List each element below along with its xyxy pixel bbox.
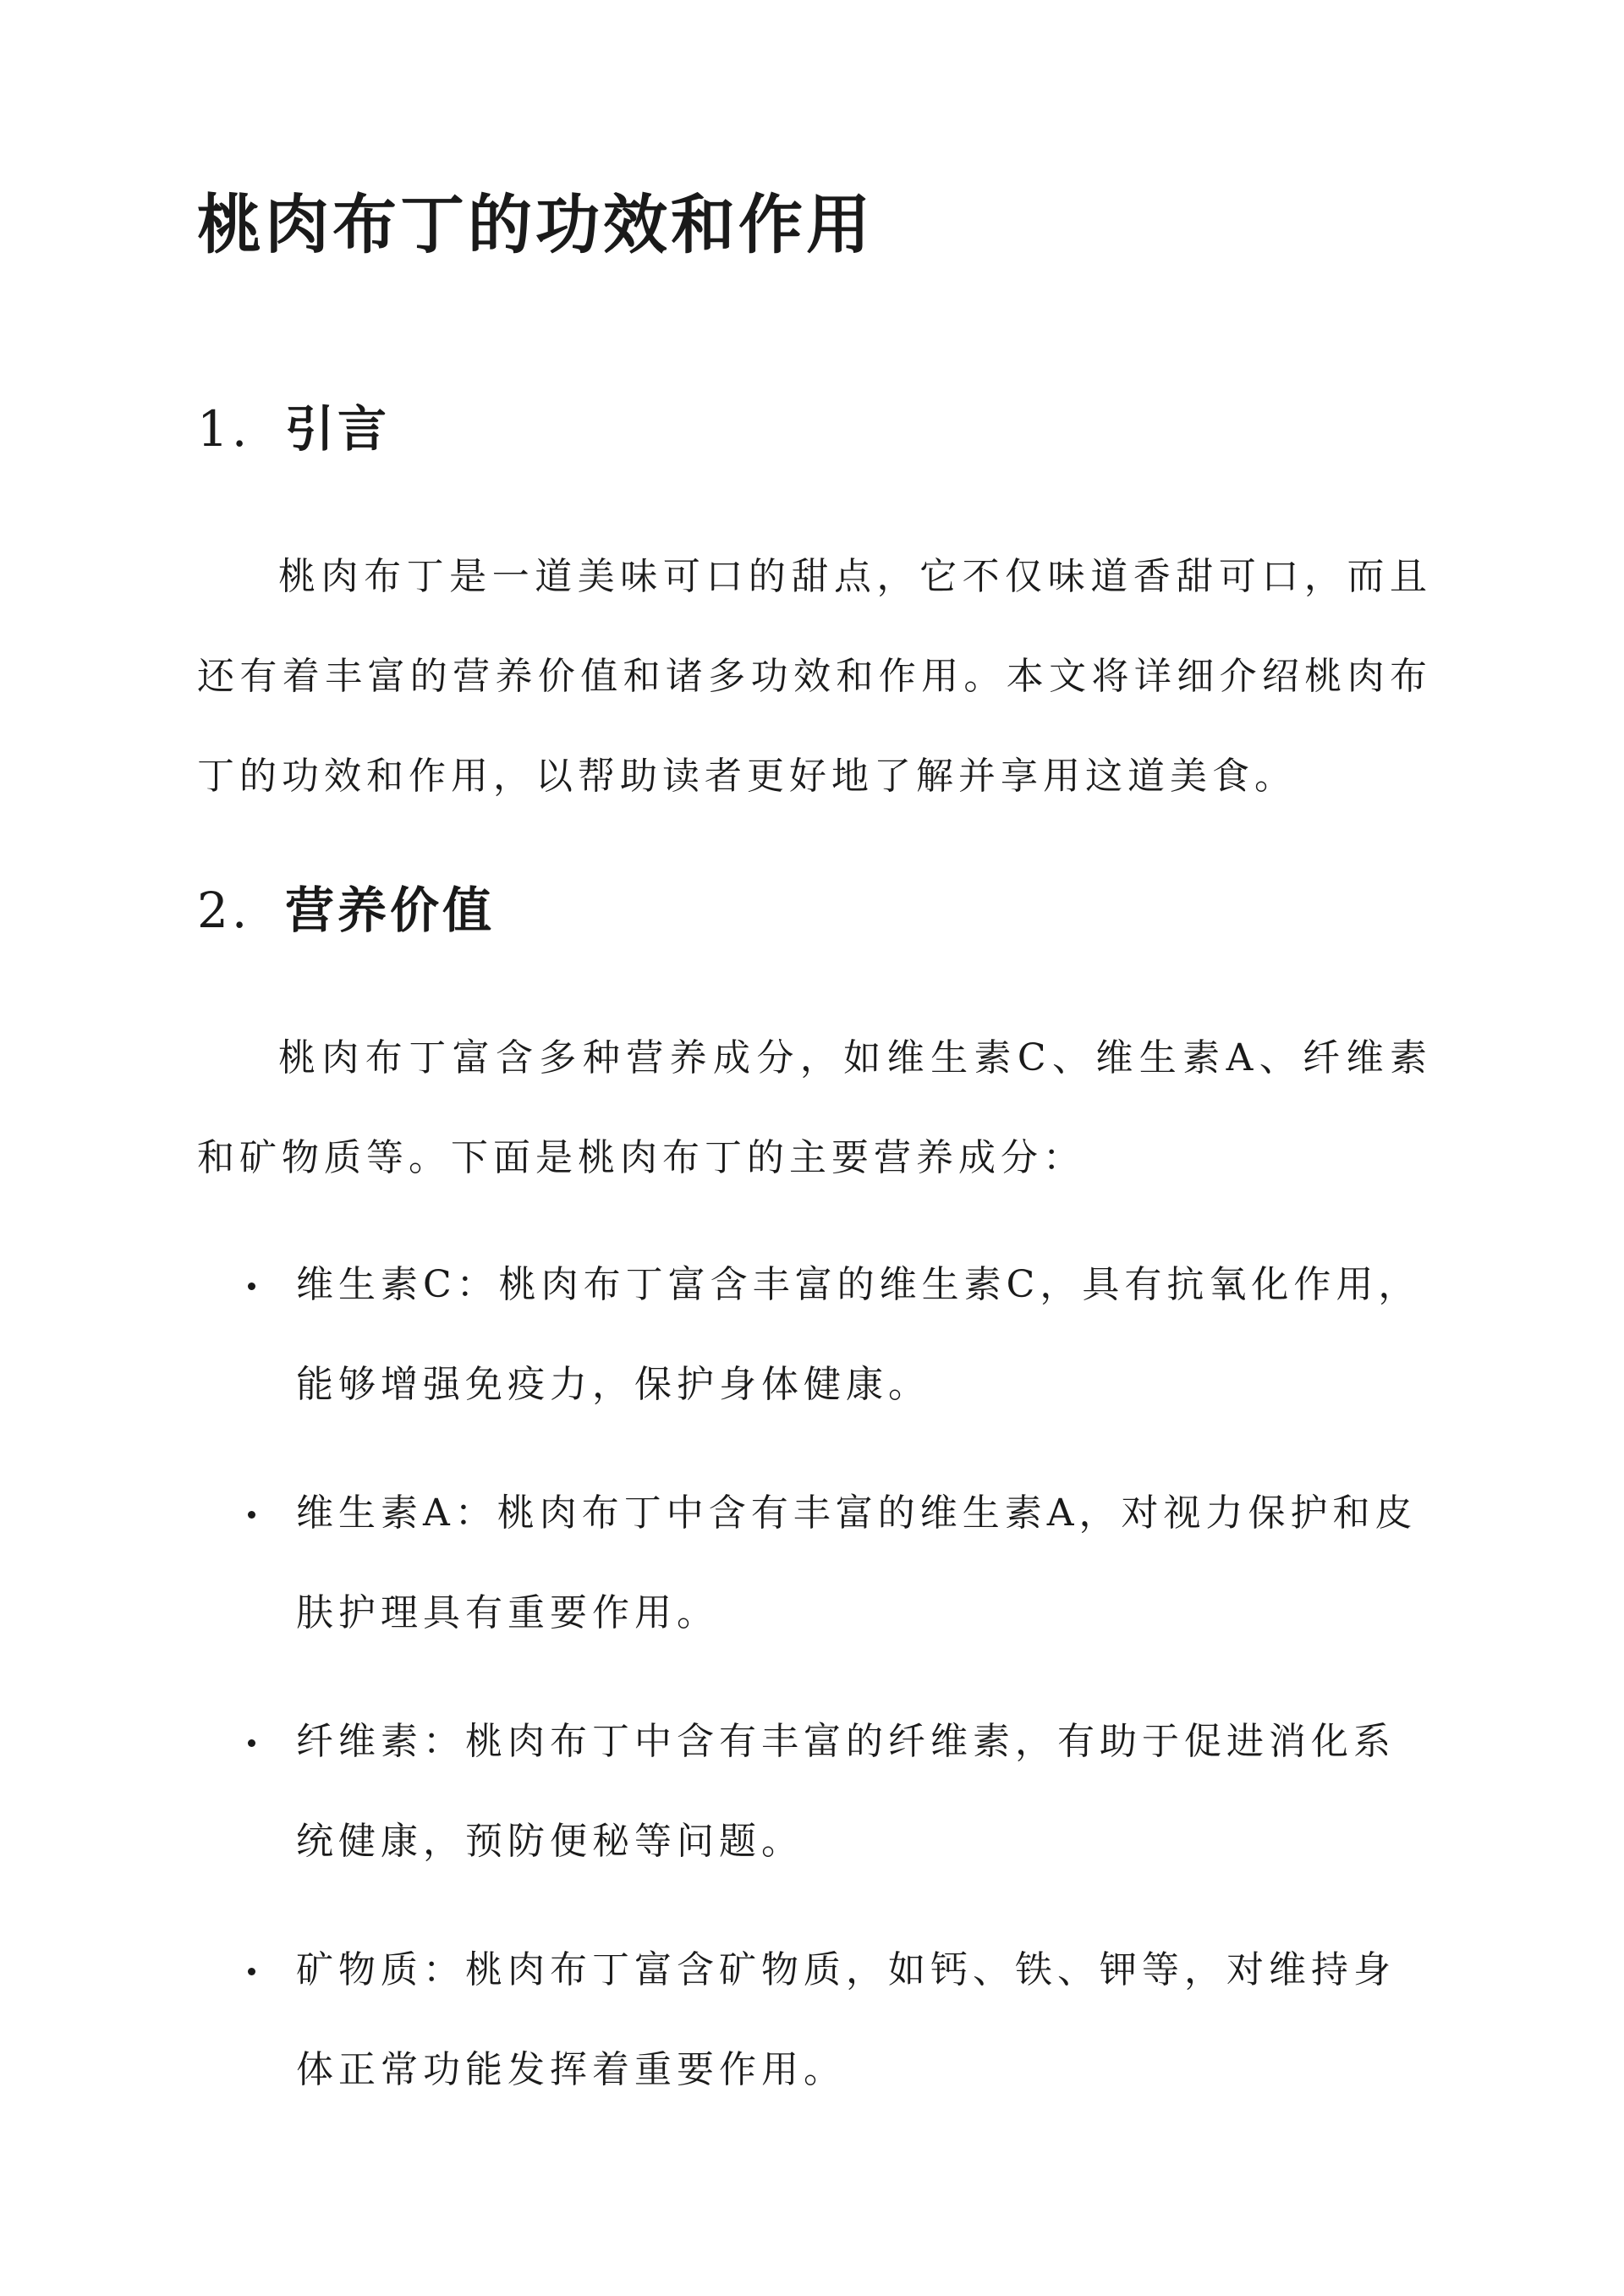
section-number: 1. (197, 400, 251, 458)
list-item (197, 1920, 1429, 2120)
list-item-text: 矿物质：桃肉布丁富含矿物质，如钙、铁、钾等，对维持身体正常功能发挥着重要作用。 (296, 1948, 1396, 2091)
bullet-icon (248, 1283, 255, 1290)
section-number: 2. (197, 882, 251, 939)
nutrition-list (197, 1235, 1432, 2149)
list-item (197, 1464, 1429, 1663)
list-item (197, 1235, 1429, 1435)
document-title: 桃肉布丁的功效和作用 (197, 187, 874, 262)
bullet-icon (248, 1739, 255, 1747)
list-item-text: 维生素C：桃肉布丁富含丰富的维生素C，具有抗氧化作用，能够增强免疫力，保护身体健康。 (296, 1263, 1421, 1406)
bullet-icon (248, 1511, 255, 1519)
section-heading-nutrition (197, 882, 496, 939)
list-item (197, 1692, 1429, 1892)
section-title: 引言 (285, 400, 391, 458)
bullet-icon (248, 1968, 255, 1975)
list-item-text: 维生素A：桃肉布丁中含有丰富的维生素A，对视力保护和皮肤护理具有重要作用。 (296, 1491, 1418, 1634)
section-heading-introduction (197, 400, 391, 458)
list-item-text: 纤维素：桃肉布丁中含有丰富的纤维素，有助于促进消化系统健康，预防便秘等问题。 (296, 1720, 1396, 1863)
nutrition-paragraph: 桃肉布丁富含多种营养成分，如维生素C、维生素A、纤维素和矿物质等。下面是桃肉布丁的主要营养成分： (197, 1036, 1432, 1179)
section-title: 营养价值 (285, 882, 496, 939)
intro-paragraph: 桃肉布丁是一道美味可口的甜点，它不仅味道香甜可口，而且还有着丰富的营养价值和诸多功效和作用。本文将详细介绍桃肉布丁的功效和作用，以帮助读者更好地了解并享用这道美食。 (197, 555, 1432, 798)
